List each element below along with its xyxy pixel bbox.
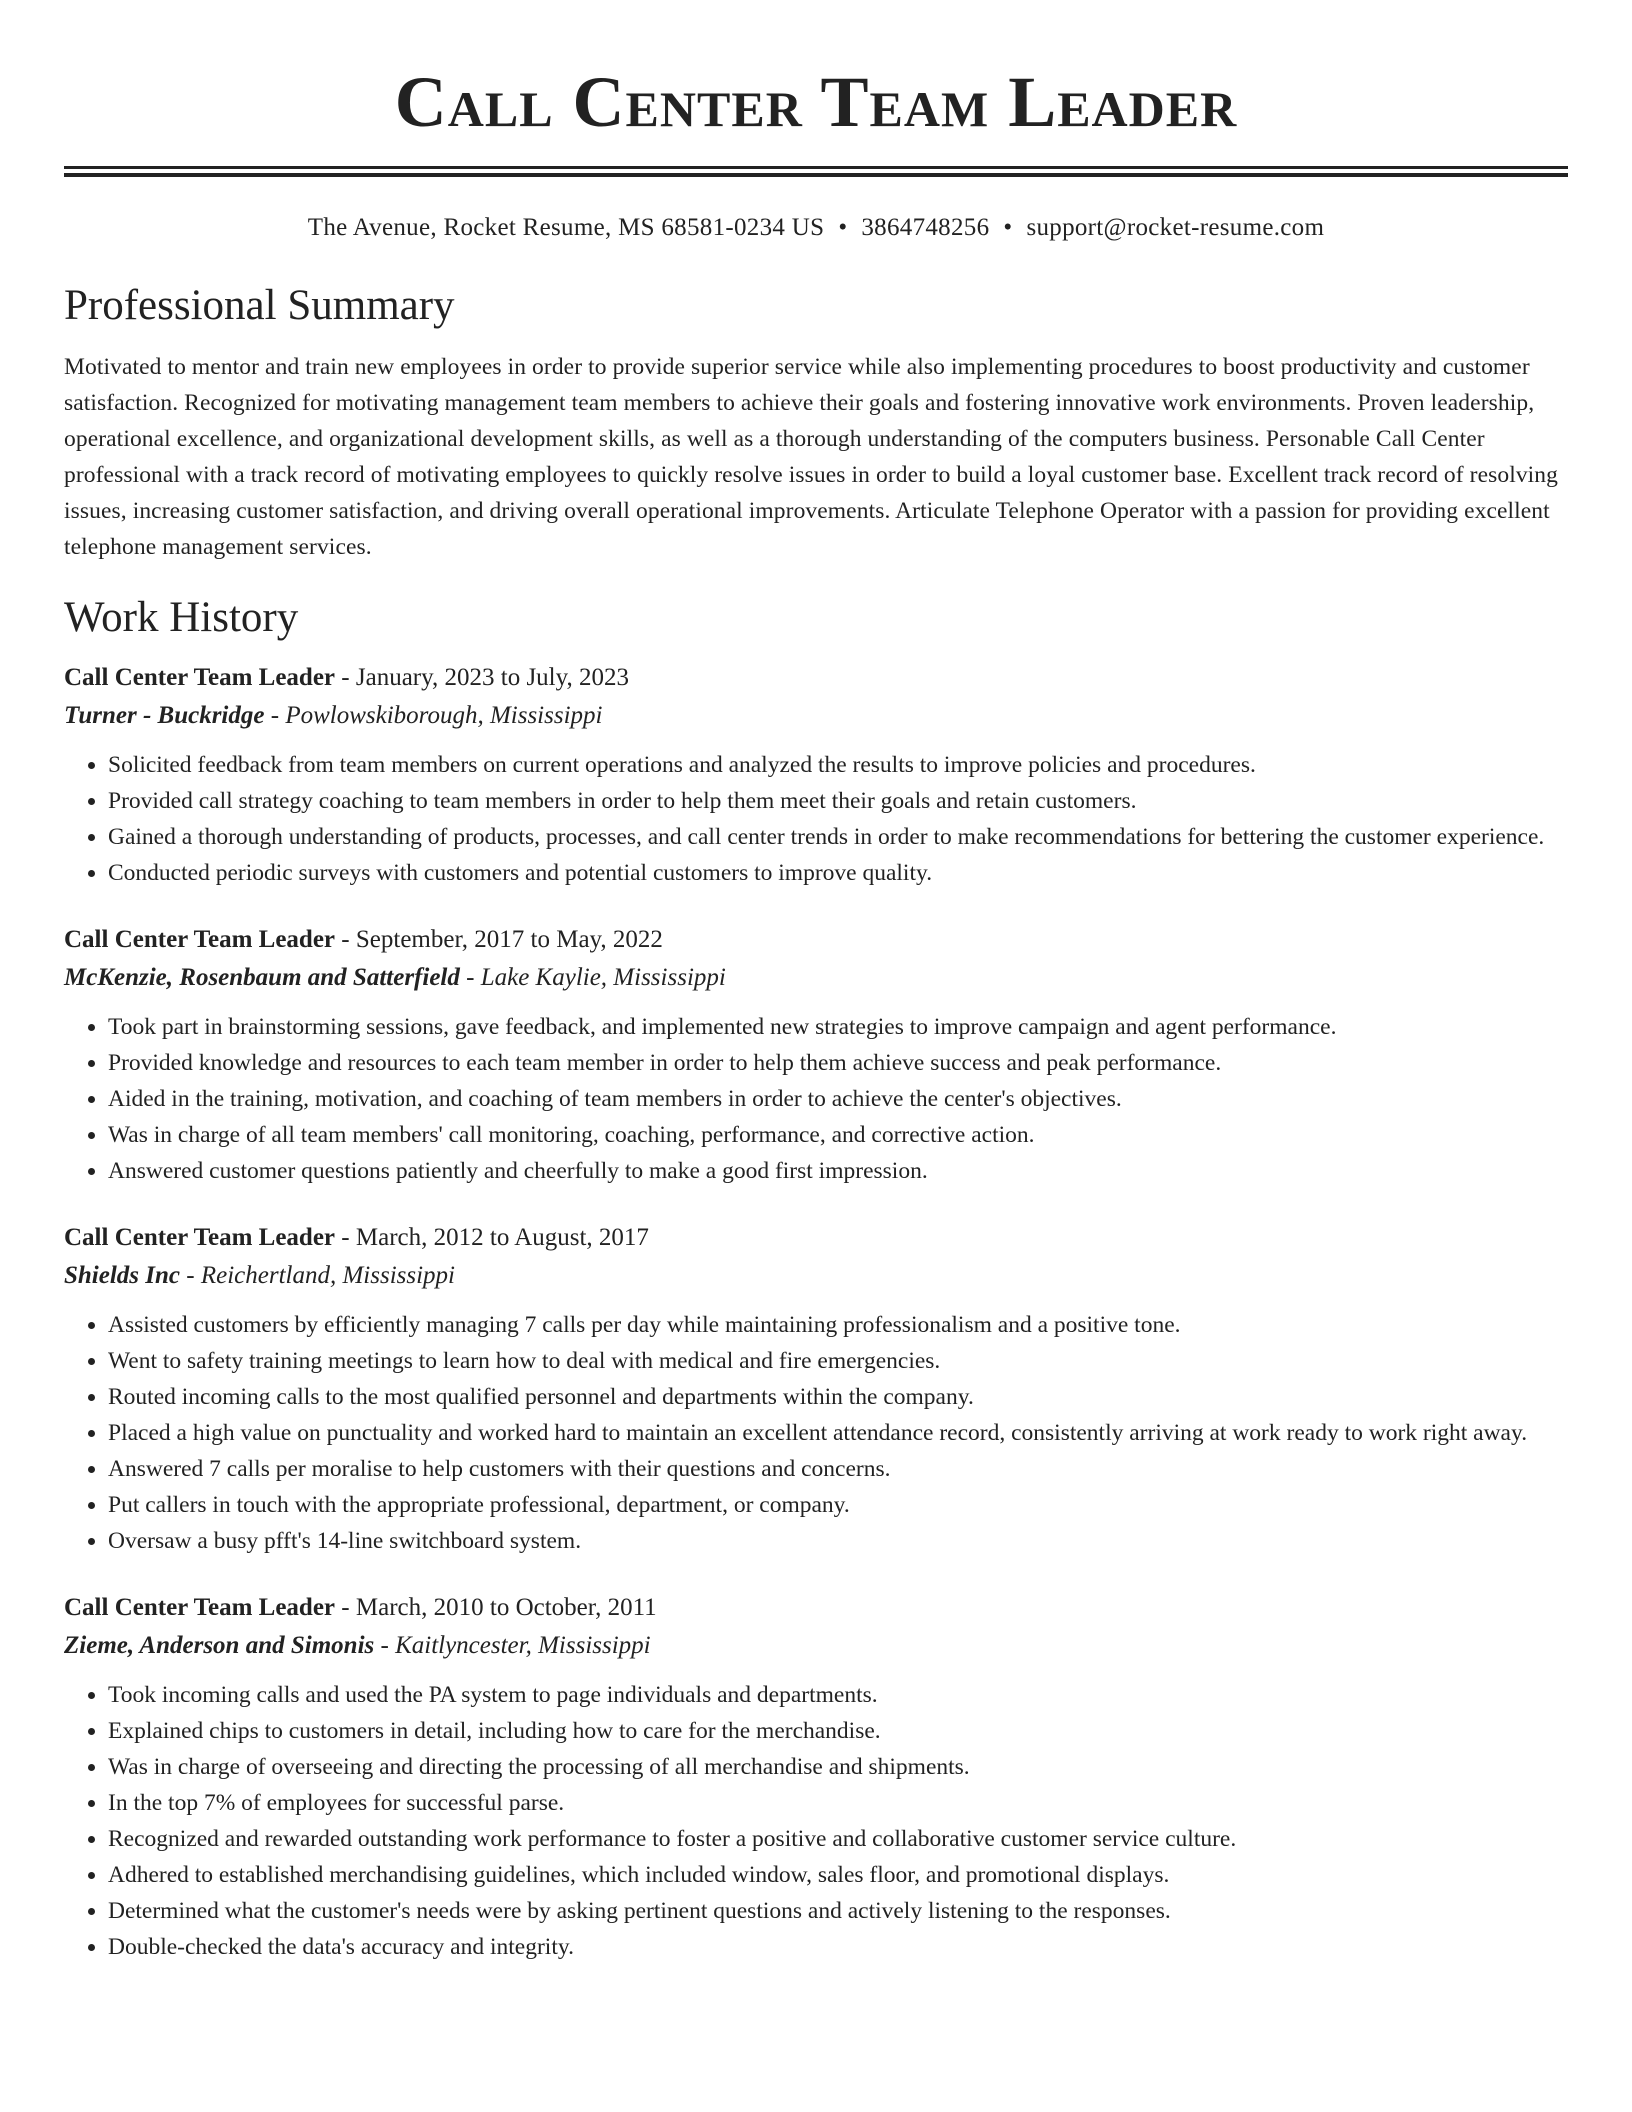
job-entry [64, 659, 1568, 891]
dash-separator: - [459, 964, 481, 991]
job-title-line [64, 921, 1568, 959]
job-bullet: • Routed incoming calls to the most qualified personnel and departments within the company. [108, 1379, 1568, 1415]
dash-separator: - [180, 1262, 201, 1289]
job-dates: March, 2012 to August, 2017 [355, 1224, 649, 1251]
contact-address: The Avenue, Rocket Resume, MS 68581-0234 US [307, 214, 825, 241]
job-bullet-list [64, 1677, 1568, 1965]
job-bullet: • Provided call strategy coaching to team members in order to help them meet their goals and retain customers. [108, 783, 1568, 819]
job-bullet-list [64, 747, 1568, 891]
job-bullet: • In the top 7% of employees for successful parse. [108, 1785, 1568, 1821]
job-dates: September, 2017 to May, 2022 [355, 926, 663, 953]
dash-separator: - [335, 664, 356, 691]
job-bullet: • Took part in brainstorming sessions, gave feedback, and implemented new strategies to improve campaign and agent performance. [108, 1009, 1568, 1045]
job-location: Lake Kaylie, Mississippi [480, 964, 726, 991]
job-bullet: • Answered 7 calls per moralise to help customers with their questions and concerns. [108, 1451, 1568, 1487]
job-title: Call Center Team Leader [64, 1224, 336, 1251]
job-bullet: • Assisted customers by efficiently managing 7 calls per day while maintaining professionalism and a positive tone. [108, 1307, 1568, 1343]
work-history-list [64, 659, 1568, 1965]
job-title-line [64, 1219, 1568, 1257]
contact-separator: • [1003, 214, 1013, 241]
job-bullet: • Put callers in touch with the appropriate professional, department, or company. [108, 1487, 1568, 1523]
job-bullet: • Adhered to established merchandising guidelines, which included window, sales floor, and promotional displays. [108, 1857, 1568, 1893]
job-bullet: • Recognized and rewarded outstanding work performance to foster a positive and collaborative customer service culture. [108, 1821, 1568, 1857]
job-company: McKenzie, Rosenbaum and Satterfield [64, 964, 460, 991]
contact-separator: • [838, 214, 848, 241]
job-bullet: • Provided knowledge and resources to each team member in order to help them achieve success and peak performance. [108, 1045, 1568, 1081]
job-bullet: • Gained a thorough understanding of products, processes, and call center trends in order to make recommendations for bettering the customer experience. [108, 819, 1568, 855]
job-company-line [64, 1627, 1568, 1665]
job-title: Call Center Team Leader [64, 1594, 336, 1621]
job-bullet: • Aided in the training, motivation, and coaching of team members in order to achieve the center's objectives. [108, 1081, 1568, 1117]
job-bullet-list [64, 1307, 1568, 1559]
job-bullet: • Was in charge of all team members' call monitoring, coaching, performance, and corrective action. [108, 1117, 1568, 1153]
job-title-line [64, 1589, 1568, 1627]
job-bullet: • Explained chips to customers in detail, including how to care for the merchandise. [108, 1713, 1568, 1749]
contact-line [64, 211, 1568, 245]
job-bullet: • Double-checked the data's accuracy and integrity. [108, 1929, 1568, 1965]
job-location: Reichertland, Mississippi [200, 1262, 455, 1289]
resume-page [64, 0, 1568, 1965]
job-company-line [64, 959, 1568, 997]
job-bullet: • Placed a high value on punctuality and worked hard to maintain an excellent attendance record, consistently arriving at work ready to work right away. [108, 1415, 1568, 1451]
work-history-heading: Work History [64, 594, 299, 641]
job-company-line [64, 1257, 1568, 1295]
dash-separator: - [374, 1632, 396, 1659]
job-bullet: • Conducted periodic surveys with customers and potential customers to improve quality. [108, 855, 1568, 891]
job-bullet: • Determined what the customer's needs were by asking pertinent questions and actively listening to the responses. [108, 1893, 1568, 1929]
dash-separator: - [335, 926, 356, 953]
job-company: Shields Inc [64, 1262, 181, 1289]
job-title: Call Center Team Leader [64, 664, 336, 691]
job-bullet: • Answered customer questions patiently and cheerfully to make a good first impression. [108, 1153, 1568, 1189]
contact-email: support@rocket-resume.com [1026, 214, 1325, 241]
job-company: Turner - Buckridge [64, 702, 265, 729]
summary-text: Motivated to mentor and train new employees in order to provide superior service while also implementing procedures to boost productivity and customer satisfaction. Recognized for motivating management team members to achieve their goals and fostering innovative work environments. Proven leadership, operational excellence, and organizational development skills, as well as a thorough understanding of the computers business. Personable Call Center professional with a track record of motivating employees to quickly resolve issues in order to build a loyal customer base. Excellent track record of resolving issues, increasing customer satisfaction, and driving overall operational improvements. Articulate Telephone Operator with a passion for providing excellent telephone management services. [64, 354, 1559, 560]
job-title-line [64, 659, 1568, 697]
job-location: Powlowskiborough, Mississippi [285, 702, 603, 729]
job-entry [64, 1219, 1568, 1559]
header-double-rule [64, 166, 1568, 177]
contact-phone: 3864748256 [861, 214, 990, 241]
job-bullet: • Took incoming calls and used the PA system to page individuals and departments. [108, 1677, 1568, 1713]
dash-separator: - [335, 1224, 356, 1251]
job-location: Kaitlyncester, Mississippi [395, 1632, 651, 1659]
job-bullet-list [64, 1009, 1568, 1189]
dash-separator: - [335, 1594, 356, 1621]
dash-separator: - [264, 702, 286, 729]
job-dates: March, 2010 to October, 2011 [355, 1594, 657, 1621]
job-title: Call Center Team Leader [64, 926, 336, 953]
job-dates: January, 2023 to July, 2023 [355, 664, 629, 691]
resume-name: Call Center Team Leader [394, 62, 1238, 142]
job-bullet: • Went to safety training meetings to learn how to deal with medical and fire emergencies. [108, 1343, 1568, 1379]
job-company-line [64, 697, 1568, 735]
summary-heading: Professional Summary [64, 282, 455, 329]
job-bullet: • Solicited feedback from team members on current operations and analyzed the results to improve policies and procedures. [108, 747, 1568, 783]
job-entry [64, 921, 1568, 1189]
job-bullet: • Was in charge of overseeing and directing the processing of all merchandise and shipments. [108, 1749, 1568, 1785]
job-entry [64, 1589, 1568, 1965]
job-company: Zieme, Anderson and Simonis [64, 1632, 375, 1659]
job-bullet: • Oversaw a busy pfft's 14-line switchboard system. [108, 1523, 1568, 1559]
